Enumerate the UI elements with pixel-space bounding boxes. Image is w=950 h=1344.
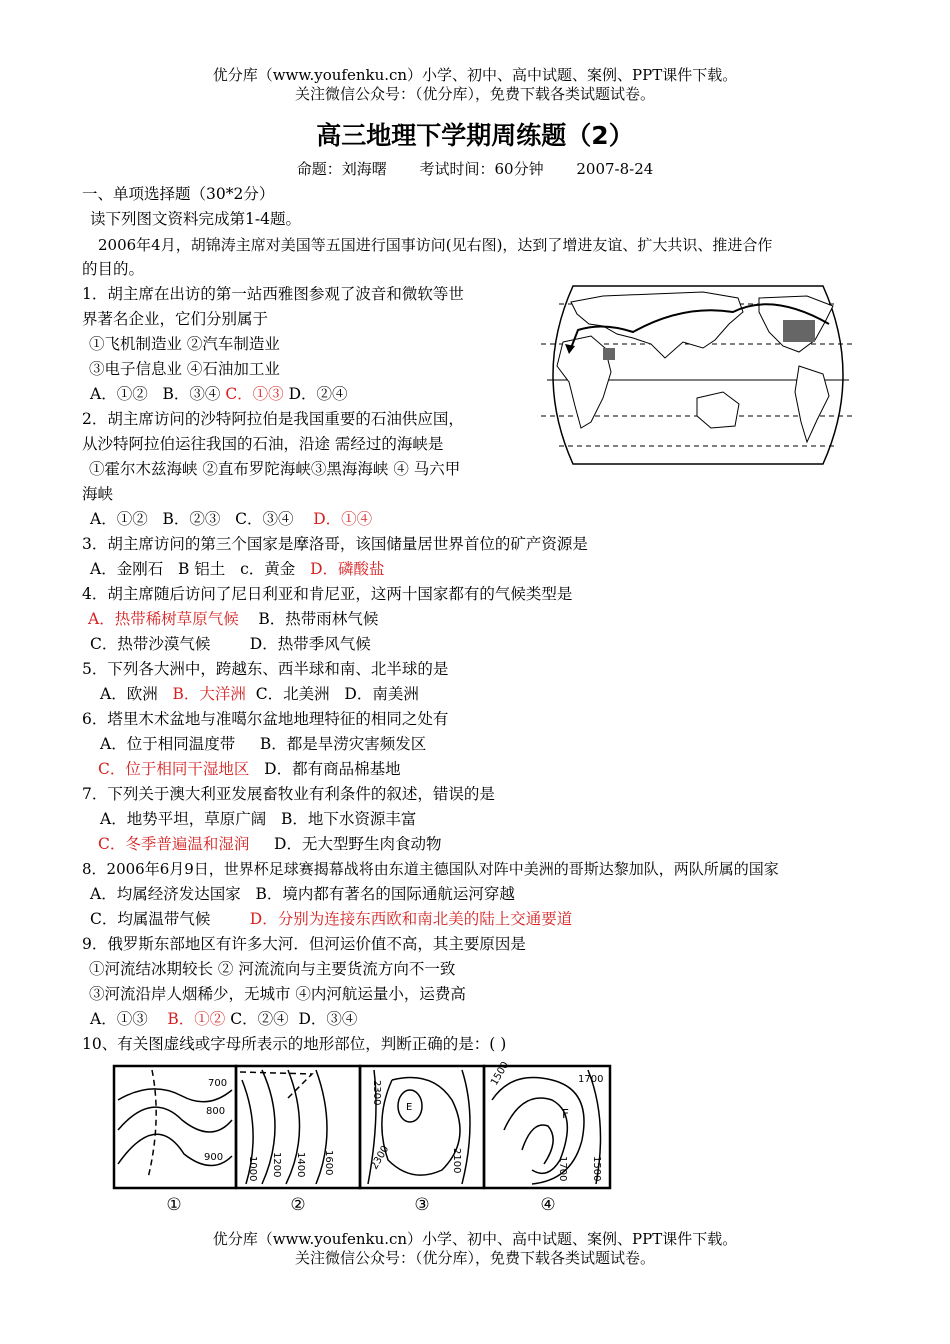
panel-4-contours [492,1070,604,1184]
q5-stem: 5．下列各大洲中，跨越东、西半球和南、北半球的是 [82,660,449,678]
q7-choices-1 [100,809,416,829]
q6-stem: 6．塔里木术盆地与准噶尔盆地地理特征的相同之处有 [82,710,449,728]
choice-c: C．②④ [230,1010,289,1028]
choice-a: A．地势平坦，草原广阔 [100,810,267,828]
q7-stem: 7．下列关于澳大利亚发展畜牧业有利条件的叙述，错误的是 [82,785,495,803]
q8-stem: 8．2006年6月9日，世界杯足球赛揭幕战将由东道主德国队对阵中美洲的哥斯达黎加队，两队所属的国家 [82,860,779,878]
footer-line-2: 关注微信公众号：（优分库），免费下载各类试题试卷。 [294,1249,655,1267]
q9-stem: 9．俄罗斯东部地区有许多大河．但河运价值不高，其主要原因是 [82,935,526,953]
exam-time: 考试时间：60分钟 [419,160,544,178]
contour-label-1600: 1600 [323,1150,334,1176]
contour-label-1000: 1000 [247,1156,258,1182]
q3-stem: 3．胡主席访问的第三个国家是摩洛哥，该国储量居世界首位的矿产资源是 [82,535,588,553]
choice-c-answer: C．位于相同干湿地区 [98,760,250,778]
choice-a-answer: A．热带稀树草原气候 [88,610,239,628]
q9-options-1: ①河流结冰期较长 ② 河流流向与主要货流方向不一致 [89,960,456,978]
choice-a: A．均属经济发达国家 [90,885,241,903]
choice-c: C．③④ [235,510,294,528]
contour-label-1400: 1400 [295,1152,306,1178]
q2-stem-2: 从沙特阿拉伯运往我国的石油，沿途 需经过的海峡是 [82,435,444,453]
panel-2-number: ② [290,1195,306,1215]
contour-label-1700-bottom: 1700 [557,1156,568,1182]
q1-options-1: ①飞机制造业 ②汽车制造业 [89,335,280,353]
contour-label-900: 900 [204,1152,224,1163]
point-label-e: E [406,1102,413,1113]
choice-d-answer: D．①④ [313,510,373,528]
exam-date: 2007-8-24 [576,160,654,178]
contour-label-2100: 2100 [451,1148,462,1174]
choice-c: C．热带沙漠气候 [90,635,211,653]
choice-b: B 铝土 [177,560,226,578]
header-line-1: 优分库（www.youfenku.cn）小学、初中、高中试题、案例、PPT课件下载。 [212,66,738,84]
choice-c-answer: C．冬季普遍温和湿润 [98,835,250,853]
q8-choices-1 [90,884,515,904]
q4-stem: 4．胡主席随后访问了尼日利亚和肯尼亚，这两十国家都有的气候类型是 [82,585,573,603]
intro-2b: 的目的。 [82,260,145,278]
q6-choices-1 [100,734,426,754]
contour-maps-figure [112,1060,612,1220]
contour-label-1200: 1200 [271,1152,282,1178]
choice-a: A．位于相同温度带 [100,735,236,753]
intro-1: 读下列图文资料完成第1-4题。 [90,210,301,228]
choice-c-answer: C．①③ [225,385,284,403]
choice-c: C．北美洲 [255,685,330,703]
choice-a: A．①② [90,510,148,528]
section-heading: 一、单项选择题（30*2分） [82,185,275,203]
choice-b: B．②③ [162,510,221,528]
choice-d-answer: D．分别为连接东西欧和南北美的陆上交通要道 [249,910,573,928]
choice-c: c．黄金 [240,560,296,578]
q3-choices [90,559,385,579]
q9-choices [90,1009,357,1029]
q1-options-2: ③电子信息业 ④石油加工业 [89,360,280,378]
header-line-2: 关注微信公众号：（优分库），免费下载各类试题试卷。 [294,85,655,103]
page-title: 高三地理下学期周练题（2） [316,121,634,150]
q2-stem-1: 2．胡主席访问的沙特阿拉伯是我国重要的石油供应国， [82,410,464,428]
usa-shading [783,320,815,342]
choice-d: D．都有商品棉基地 [264,760,401,778]
q2-options-1: ①霍尔木兹海峡 ②直布罗陀海峡③黑海海峡 ④ 马六甲 [89,460,461,478]
contour-label-2300-top: 2300 [371,1080,382,1106]
contour-label-2300-bottom: 2300 [369,1143,392,1172]
q1-choices [90,384,348,404]
contour-label-1500-bottom: 1500 [591,1156,602,1182]
q10-stem: 10、有关图虚线或字母所表示的地形部位，判断正确的是：( ) [82,1035,507,1053]
choice-c: C．均属温带气候 [90,910,211,928]
choice-b: B．热带雨林气候 [258,610,379,628]
choice-d: D．③④ [298,1010,358,1028]
choice-d-answer: D．磷酸盐 [310,560,385,578]
q4-choices-2 [90,634,371,654]
contour-label-800: 800 [206,1106,226,1117]
saudi-shading [603,348,615,360]
choice-d: D．南美洲 [344,685,419,703]
intro-2a: 2006年4月，胡锦涛主席对美国等五国进行国事访问(见右图)，达到了增进友谊、扩大共识、推进合作 [98,236,773,254]
q5-choices [100,684,419,704]
q2-choices [90,509,372,529]
point-label-f: F [562,1107,569,1121]
choice-b-answer: B．大洋洲 [172,685,246,703]
choice-b: B．③④ [162,385,221,403]
choice-b: B．都是旱涝灾害频发区 [259,735,427,753]
choice-b: B．地下水资源丰富 [280,810,417,828]
panel-4-number: ④ [540,1195,556,1215]
contour-label-1700-top: 1700 [578,1074,604,1085]
q7-choices-2 [98,834,441,854]
choice-a: A．欧洲 [100,685,158,703]
contour-label-700: 700 [208,1078,228,1089]
q1-stem-1: 1．胡主席在出访的第一站西雅图参观了波音和微软等世 [82,285,464,303]
choice-a: A．①③ [90,1010,148,1028]
q2-options-2: 海峡 [82,485,114,503]
panel-3-number: ③ [414,1195,430,1215]
q9-options-2: ③河流沿岸人烟稀少，无城市 ④内河航运量小，运费高 [89,985,466,1003]
q6-choices-2 [98,759,401,779]
choice-d: D．无大型野生肉食动物 [274,835,442,853]
choice-b: B．境内都有著名的国际通航运河穿越 [255,885,515,903]
choice-d: D．②④ [288,385,348,403]
footer-line-1: 优分库（www.youfenku.cn）小学、初中、高中试题、案例、PPT课件下载。 [212,1230,738,1248]
choice-a: A．①② [90,385,148,403]
exam-meta [0,158,950,179]
q8-choices-2 [90,909,572,929]
panel-1-number: ① [166,1195,182,1215]
contour-label-1500-top: 1500 [489,1060,512,1088]
author: 命题：刘海曙 [296,160,387,178]
q1-stem-2: 界著名企业，它们分别属于 [82,310,269,328]
choice-b-answer: B．①② [167,1010,226,1028]
choice-a: A．金刚石 [90,560,164,578]
q4-choices-1 [88,609,378,629]
choice-d: D．热带季风气候 [249,635,371,653]
world-map-figure [533,282,863,468]
